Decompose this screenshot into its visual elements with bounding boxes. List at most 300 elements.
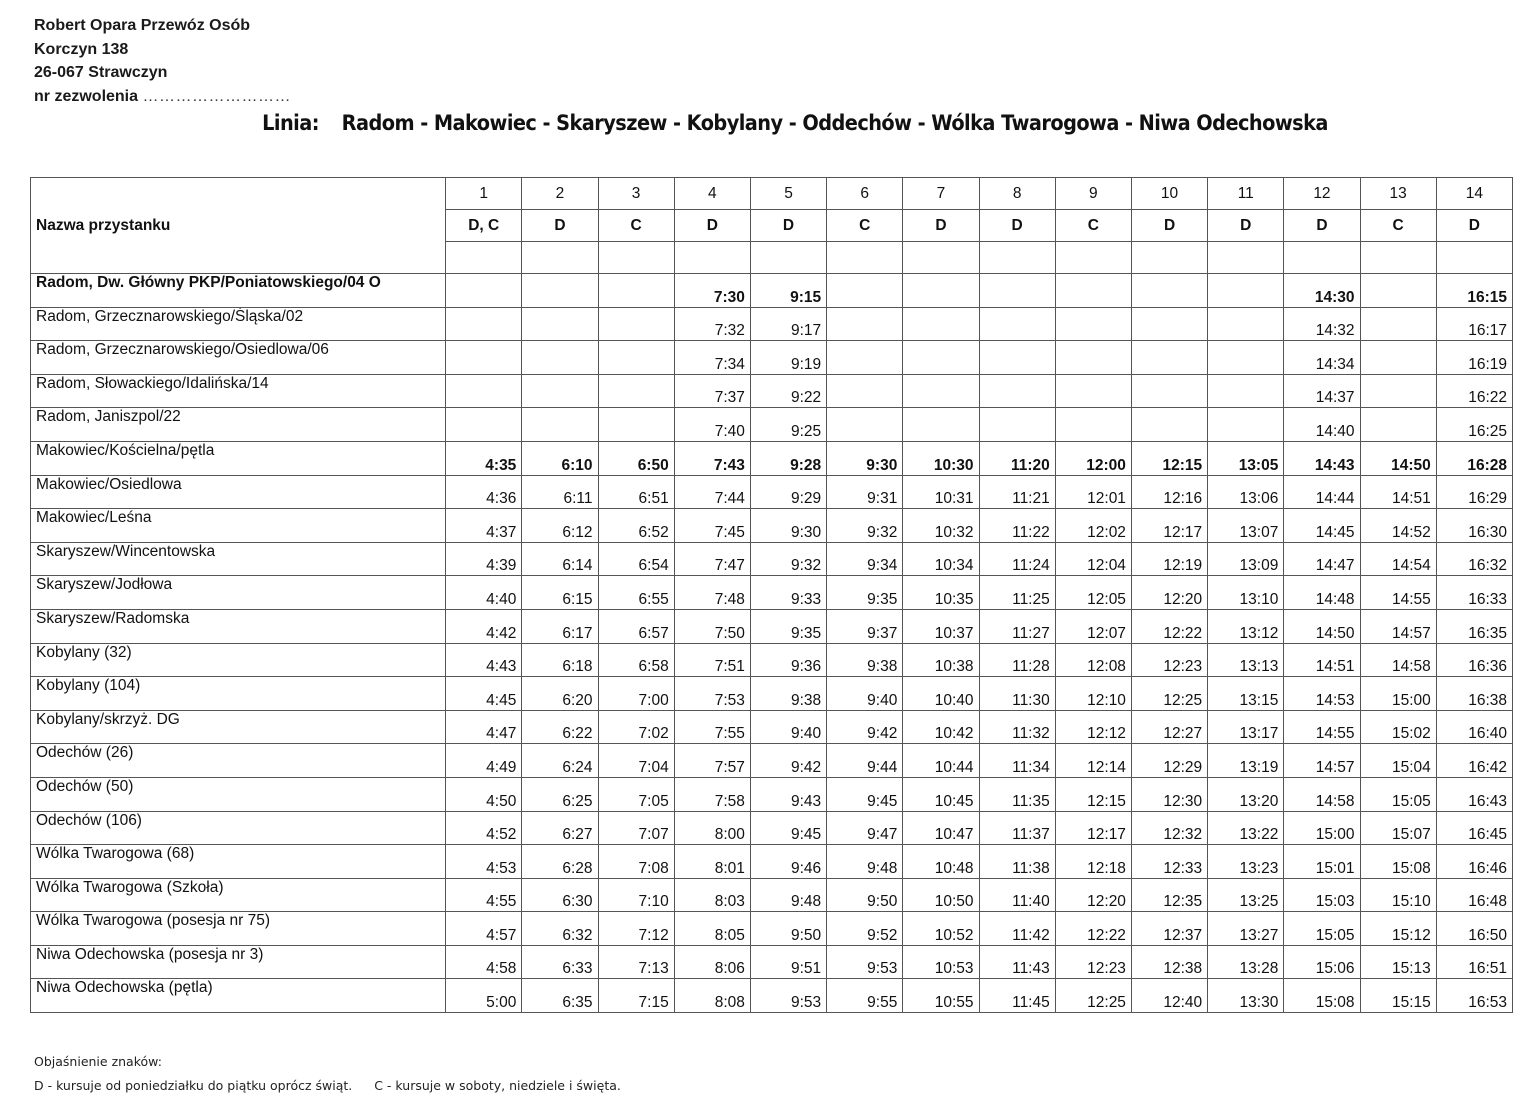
departure-time	[1055, 307, 1131, 341]
header-blank-cell	[750, 242, 826, 274]
departure-time: 8:06	[674, 945, 750, 979]
departure-time: 10:44	[903, 744, 979, 778]
departure-time: 6:58	[598, 643, 674, 677]
departure-time: 9:30	[827, 441, 903, 475]
departure-time: 14:45	[1284, 509, 1360, 543]
departure-time: 9:50	[827, 878, 903, 912]
departure-time: 4:37	[446, 509, 522, 543]
departure-time	[979, 307, 1055, 341]
departure-time: 9:43	[750, 777, 826, 811]
header-blank-cell	[1360, 242, 1436, 274]
departure-time	[1208, 341, 1284, 375]
departure-time: 7:37	[674, 374, 750, 408]
course-number: 12	[1284, 178, 1360, 210]
table-row	[31, 609, 1513, 643]
course-type: D	[979, 210, 1055, 242]
departure-time: 13:30	[1208, 979, 1284, 1013]
departure-time: 9:15	[750, 274, 826, 308]
departure-time	[827, 274, 903, 308]
table-row	[31, 274, 1513, 308]
stop-name: Radom, Dw. Główny PKP/Poniatowskiego/04 O	[31, 274, 446, 308]
departure-time: 16:50	[1436, 912, 1512, 946]
departure-time	[1208, 374, 1284, 408]
departure-time: 14:37	[1284, 374, 1360, 408]
departure-time: 9:45	[750, 811, 826, 845]
departure-time: 12:01	[1055, 475, 1131, 509]
departure-time	[522, 374, 598, 408]
stop-name: Skaryszew/Wincentowska	[31, 542, 446, 576]
departure-time: 15:10	[1360, 878, 1436, 912]
departure-time: 8:08	[674, 979, 750, 1013]
stop-name: Niwa Odechowska (pętla)	[31, 979, 446, 1013]
departure-time: 9:48	[827, 845, 903, 879]
stop-name: Makowiec/Osiedlowa	[31, 475, 446, 509]
departure-time: 4:47	[446, 710, 522, 744]
departure-time: 11:45	[979, 979, 1055, 1013]
course-number: 6	[827, 178, 903, 210]
departure-time: 15:00	[1284, 811, 1360, 845]
departure-time: 12:32	[1131, 811, 1207, 845]
departure-time: 9:42	[827, 710, 903, 744]
departure-time: 9:29	[750, 475, 826, 509]
departure-time: 9:46	[750, 845, 826, 879]
legend	[34, 1050, 621, 1098]
departure-time: 6:18	[522, 643, 598, 677]
departure-time: 14:50	[1284, 609, 1360, 643]
departure-time: 16:45	[1436, 811, 1512, 845]
course-number: 5	[750, 178, 826, 210]
departure-time: 7:50	[674, 609, 750, 643]
header-blank-cell	[598, 242, 674, 274]
departure-time	[598, 274, 674, 308]
departure-time: 13:05	[1208, 441, 1284, 475]
departure-time: 13:13	[1208, 643, 1284, 677]
departure-time: 9:50	[750, 912, 826, 946]
departure-time: 16:53	[1436, 979, 1512, 1013]
departure-time: 7:51	[674, 643, 750, 677]
table-row	[31, 811, 1513, 845]
departure-time: 12:15	[1055, 777, 1131, 811]
header-blank-cell	[446, 242, 522, 274]
departure-time: 13:10	[1208, 576, 1284, 610]
departure-time	[446, 374, 522, 408]
departure-time: 16:42	[1436, 744, 1512, 778]
departure-time: 12:38	[1131, 945, 1207, 979]
departure-time: 8:00	[674, 811, 750, 845]
departure-time: 14:57	[1360, 609, 1436, 643]
departure-time: 14:40	[1284, 408, 1360, 442]
departure-time: 12:07	[1055, 609, 1131, 643]
departure-time: 12:12	[1055, 710, 1131, 744]
departure-time	[1360, 408, 1436, 442]
departure-time: 7:43	[674, 441, 750, 475]
departure-time: 8:03	[674, 878, 750, 912]
departure-time: 10:40	[903, 677, 979, 711]
departure-time: 4:53	[446, 845, 522, 879]
course-type: C	[598, 210, 674, 242]
departure-time: 9:38	[827, 643, 903, 677]
departure-time: 12:02	[1055, 509, 1131, 543]
departure-time: 12:10	[1055, 677, 1131, 711]
departure-time: 12:20	[1055, 878, 1131, 912]
table-row	[31, 643, 1513, 677]
departure-time	[1131, 374, 1207, 408]
departure-time: 9:42	[750, 744, 826, 778]
departure-time: 13:27	[1208, 912, 1284, 946]
departure-time: 16:38	[1436, 677, 1512, 711]
departure-time: 10:37	[903, 609, 979, 643]
departure-time: 12:37	[1131, 912, 1207, 946]
departure-time	[1055, 408, 1131, 442]
departure-time	[979, 341, 1055, 375]
departure-time: 16:22	[1436, 374, 1512, 408]
departure-time: 9:45	[827, 777, 903, 811]
departure-time: 14:55	[1360, 576, 1436, 610]
departure-time: 6:35	[522, 979, 598, 1013]
departure-time: 9:25	[750, 408, 826, 442]
legend-item-c: C - kursuje w soboty, niedziele i święta.	[374, 1078, 621, 1093]
stop-name: Wólka Twarogowa (Szkoła)	[31, 878, 446, 912]
departure-time: 6:50	[598, 441, 674, 475]
departure-time: 6:54	[598, 542, 674, 576]
departure-time	[446, 341, 522, 375]
departure-time: 15:13	[1360, 945, 1436, 979]
departure-time: 9:33	[750, 576, 826, 610]
table-row	[31, 307, 1513, 341]
course-type: D	[1208, 210, 1284, 242]
departure-time	[446, 274, 522, 308]
departure-time: 11:21	[979, 475, 1055, 509]
departure-time: 10:34	[903, 542, 979, 576]
departure-time: 8:05	[674, 912, 750, 946]
departure-time: 13:20	[1208, 777, 1284, 811]
course-type: D	[1284, 210, 1360, 242]
departure-time	[446, 408, 522, 442]
departure-time: 7:55	[674, 710, 750, 744]
departure-time: 15:05	[1360, 777, 1436, 811]
departure-time: 14:52	[1360, 509, 1436, 543]
course-number: 2	[522, 178, 598, 210]
departure-time: 11:24	[979, 542, 1055, 576]
departure-time: 16:32	[1436, 542, 1512, 576]
departure-time: 7:53	[674, 677, 750, 711]
departure-time: 11:27	[979, 609, 1055, 643]
departure-time: 10:38	[903, 643, 979, 677]
departure-time: 13:12	[1208, 609, 1284, 643]
header-blank-cell	[1055, 242, 1131, 274]
table-row	[31, 509, 1513, 543]
departure-time	[598, 408, 674, 442]
course-number: 7	[903, 178, 979, 210]
departure-time	[1208, 408, 1284, 442]
departure-time: 10:32	[903, 509, 979, 543]
table-row	[31, 744, 1513, 778]
departure-time: 9:40	[750, 710, 826, 744]
departure-time: 7:47	[674, 542, 750, 576]
departure-time: 7:07	[598, 811, 674, 845]
departure-time: 13:07	[1208, 509, 1284, 543]
departure-time	[1360, 374, 1436, 408]
departure-time: 13:25	[1208, 878, 1284, 912]
departure-time: 9:30	[750, 509, 826, 543]
departure-time: 14:57	[1284, 744, 1360, 778]
departure-time: 14:55	[1284, 710, 1360, 744]
legend-title: Objaśnienie znaków:	[34, 1054, 162, 1069]
departure-time: 9:35	[750, 609, 826, 643]
legend-items	[34, 1074, 621, 1098]
departure-time: 16:30	[1436, 509, 1512, 543]
departure-time: 9:55	[827, 979, 903, 1013]
departure-time: 9:17	[750, 307, 826, 341]
departure-time: 10:50	[903, 878, 979, 912]
departure-time: 11:30	[979, 677, 1055, 711]
departure-time: 14:50	[1360, 441, 1436, 475]
departure-time: 11:38	[979, 845, 1055, 879]
departure-time: 4:39	[446, 542, 522, 576]
departure-time: 11:35	[979, 777, 1055, 811]
departure-time	[598, 341, 674, 375]
departure-time	[1208, 307, 1284, 341]
table-row	[31, 441, 1513, 475]
departure-time: 7:08	[598, 845, 674, 879]
address-line-2: 26-067 Strawczyn	[34, 64, 168, 81]
departure-time: 14:51	[1284, 643, 1360, 677]
course-type: D	[674, 210, 750, 242]
departure-time	[903, 341, 979, 375]
departure-time	[979, 374, 1055, 408]
departure-time: 16:15	[1436, 274, 1512, 308]
table-row	[31, 878, 1513, 912]
departure-time	[1360, 307, 1436, 341]
departure-time: 4:57	[446, 912, 522, 946]
departure-time: 11:43	[979, 945, 1055, 979]
departure-time: 7:32	[674, 307, 750, 341]
departure-time	[979, 408, 1055, 442]
departure-time	[903, 274, 979, 308]
course-type: C	[827, 210, 903, 242]
departure-time: 12:23	[1131, 643, 1207, 677]
departure-time: 12:05	[1055, 576, 1131, 610]
departure-time: 16:36	[1436, 643, 1512, 677]
departure-time: 16:48	[1436, 878, 1512, 912]
departure-time: 11:25	[979, 576, 1055, 610]
departure-time: 16:25	[1436, 408, 1512, 442]
departure-time: 9:34	[827, 542, 903, 576]
stop-name: Kobylany (32)	[31, 643, 446, 677]
departure-time	[903, 408, 979, 442]
departure-time: 6:27	[522, 811, 598, 845]
departure-time: 13:22	[1208, 811, 1284, 845]
departure-time: 11:40	[979, 878, 1055, 912]
departure-time: 10:31	[903, 475, 979, 509]
departure-time: 6:24	[522, 744, 598, 778]
course-number: 4	[674, 178, 750, 210]
departure-time: 11:22	[979, 509, 1055, 543]
departure-time: 15:15	[1360, 979, 1436, 1013]
departure-time: 13:06	[1208, 475, 1284, 509]
course-type: D	[903, 210, 979, 242]
departure-time: 10:52	[903, 912, 979, 946]
line-route: Radom - Makowiec - Skaryszew - Kobylany - Oddechów - Wólka Twarogowa - Niwa Odechowska	[341, 111, 1328, 135]
departure-time: 12:40	[1131, 979, 1207, 1013]
course-number: 13	[1360, 178, 1436, 210]
departure-time: 7:58	[674, 777, 750, 811]
departure-time: 9:47	[827, 811, 903, 845]
departure-time	[1131, 341, 1207, 375]
departure-time	[598, 374, 674, 408]
departure-time: 15:01	[1284, 845, 1360, 879]
header-blank-cell	[1131, 242, 1207, 274]
departure-time: 15:08	[1360, 845, 1436, 879]
departure-time	[1055, 341, 1131, 375]
departure-time: 6:14	[522, 542, 598, 576]
departure-time: 7:10	[598, 878, 674, 912]
address-line-1: Korczyn 138	[34, 40, 129, 58]
stop-name: Makowiec/Kościelna/pętla	[31, 441, 446, 475]
departure-time: 9:31	[827, 475, 903, 509]
departure-time: 15:00	[1360, 677, 1436, 711]
departure-time: 4:50	[446, 777, 522, 811]
header-blank-cell	[1208, 242, 1284, 274]
departure-time: 7:40	[674, 408, 750, 442]
departure-time: 16:17	[1436, 307, 1512, 341]
stop-name-header: Nazwa przystanku	[31, 178, 446, 274]
table-row	[31, 374, 1513, 408]
departure-time: 12:16	[1131, 475, 1207, 509]
stop-name: Wólka Twarogowa (68)	[31, 845, 446, 879]
departure-time: 12:33	[1131, 845, 1207, 879]
course-number: 1	[446, 178, 522, 210]
departure-time	[1131, 408, 1207, 442]
departure-time: 12:27	[1131, 710, 1207, 744]
departure-time	[522, 274, 598, 308]
departure-time: 9:32	[827, 509, 903, 543]
departure-time: 12:19	[1131, 542, 1207, 576]
departure-time: 9:44	[827, 744, 903, 778]
course-number: 3	[598, 178, 674, 210]
departure-time: 4:35	[446, 441, 522, 475]
departure-time: 9:51	[750, 945, 826, 979]
departure-time: 13:15	[1208, 677, 1284, 711]
table-row	[31, 845, 1513, 879]
departure-time: 9:40	[827, 677, 903, 711]
departure-time: 6:20	[522, 677, 598, 711]
departure-time: 14:54	[1360, 542, 1436, 576]
departure-time: 10:35	[903, 576, 979, 610]
header-blank-cell	[674, 242, 750, 274]
departure-time: 7:05	[598, 777, 674, 811]
departure-time: 7:12	[598, 912, 674, 946]
departure-time	[827, 307, 903, 341]
departure-time: 6:11	[522, 475, 598, 509]
departure-time: 14:58	[1360, 643, 1436, 677]
departure-time: 7:44	[674, 475, 750, 509]
course-type: D	[1131, 210, 1207, 242]
company-name: Robert Opara Przewóz Osób	[34, 17, 251, 34]
departure-time: 9:37	[827, 609, 903, 643]
header-blank-cell	[903, 242, 979, 274]
departure-time: 15:03	[1284, 878, 1360, 912]
departure-time	[827, 374, 903, 408]
departure-time: 11:37	[979, 811, 1055, 845]
departure-time: 6:10	[522, 441, 598, 475]
course-type: C	[1055, 210, 1131, 242]
departure-time	[522, 307, 598, 341]
header-blank-cell	[979, 242, 1055, 274]
departure-time: 5:00	[446, 979, 522, 1013]
departure-time: 9:53	[750, 979, 826, 1013]
stop-name: Skaryszew/Jodłowa	[31, 576, 446, 610]
departure-time: 6:51	[598, 475, 674, 509]
departure-time: 16:28	[1436, 441, 1512, 475]
departure-time: 10:53	[903, 945, 979, 979]
stop-name: Niwa Odechowska (posesja nr 3)	[31, 945, 446, 979]
departure-time: 10:48	[903, 845, 979, 879]
header-blank-cell	[522, 242, 598, 274]
header-blank-cell	[1436, 242, 1512, 274]
course-type: D, C	[446, 210, 522, 242]
line-title	[64, 111, 1527, 135]
departure-time: 12:17	[1131, 509, 1207, 543]
departure-time: 6:25	[522, 777, 598, 811]
course-type: D	[522, 210, 598, 242]
departure-time: 9:22	[750, 374, 826, 408]
course-number: 10	[1131, 178, 1207, 210]
header-blank-cell	[1284, 242, 1360, 274]
departure-time: 15:04	[1360, 744, 1436, 778]
operator-header	[34, 14, 291, 108]
departure-time: 7:30	[674, 274, 750, 308]
departure-time: 13:09	[1208, 542, 1284, 576]
line-label: Linia:	[262, 111, 319, 135]
table-row	[31, 777, 1513, 811]
departure-time: 14:32	[1284, 307, 1360, 341]
stop-name: Odechów (50)	[31, 777, 446, 811]
departure-time: 14:53	[1284, 677, 1360, 711]
departure-time: 16:46	[1436, 845, 1512, 879]
departure-time: 7:57	[674, 744, 750, 778]
departure-time: 16:29	[1436, 475, 1512, 509]
departure-time: 14:43	[1284, 441, 1360, 475]
departure-time	[598, 307, 674, 341]
departure-time: 15:05	[1284, 912, 1360, 946]
departure-time: 11:32	[979, 710, 1055, 744]
departure-time	[1055, 274, 1131, 308]
departure-time: 16:51	[1436, 945, 1512, 979]
departure-time: 13:28	[1208, 945, 1284, 979]
departure-time: 7:02	[598, 710, 674, 744]
table-row	[31, 475, 1513, 509]
departure-time: 6:15	[522, 576, 598, 610]
stop-name: Odechów (26)	[31, 744, 446, 778]
departure-time: 6:55	[598, 576, 674, 610]
departure-time: 16:43	[1436, 777, 1512, 811]
departure-time: 6:52	[598, 509, 674, 543]
departure-time: 16:33	[1436, 576, 1512, 610]
departure-time: 14:30	[1284, 274, 1360, 308]
table-row	[31, 677, 1513, 711]
table-row	[31, 945, 1513, 979]
stop-name: Makowiec/Leśna	[31, 509, 446, 543]
departure-time: 7:45	[674, 509, 750, 543]
departure-time	[903, 307, 979, 341]
departure-time: 4:43	[446, 643, 522, 677]
departure-time: 12:18	[1055, 845, 1131, 879]
course-number: 8	[979, 178, 1055, 210]
departure-time	[827, 408, 903, 442]
departure-time	[522, 341, 598, 375]
departure-time: 6:12	[522, 509, 598, 543]
